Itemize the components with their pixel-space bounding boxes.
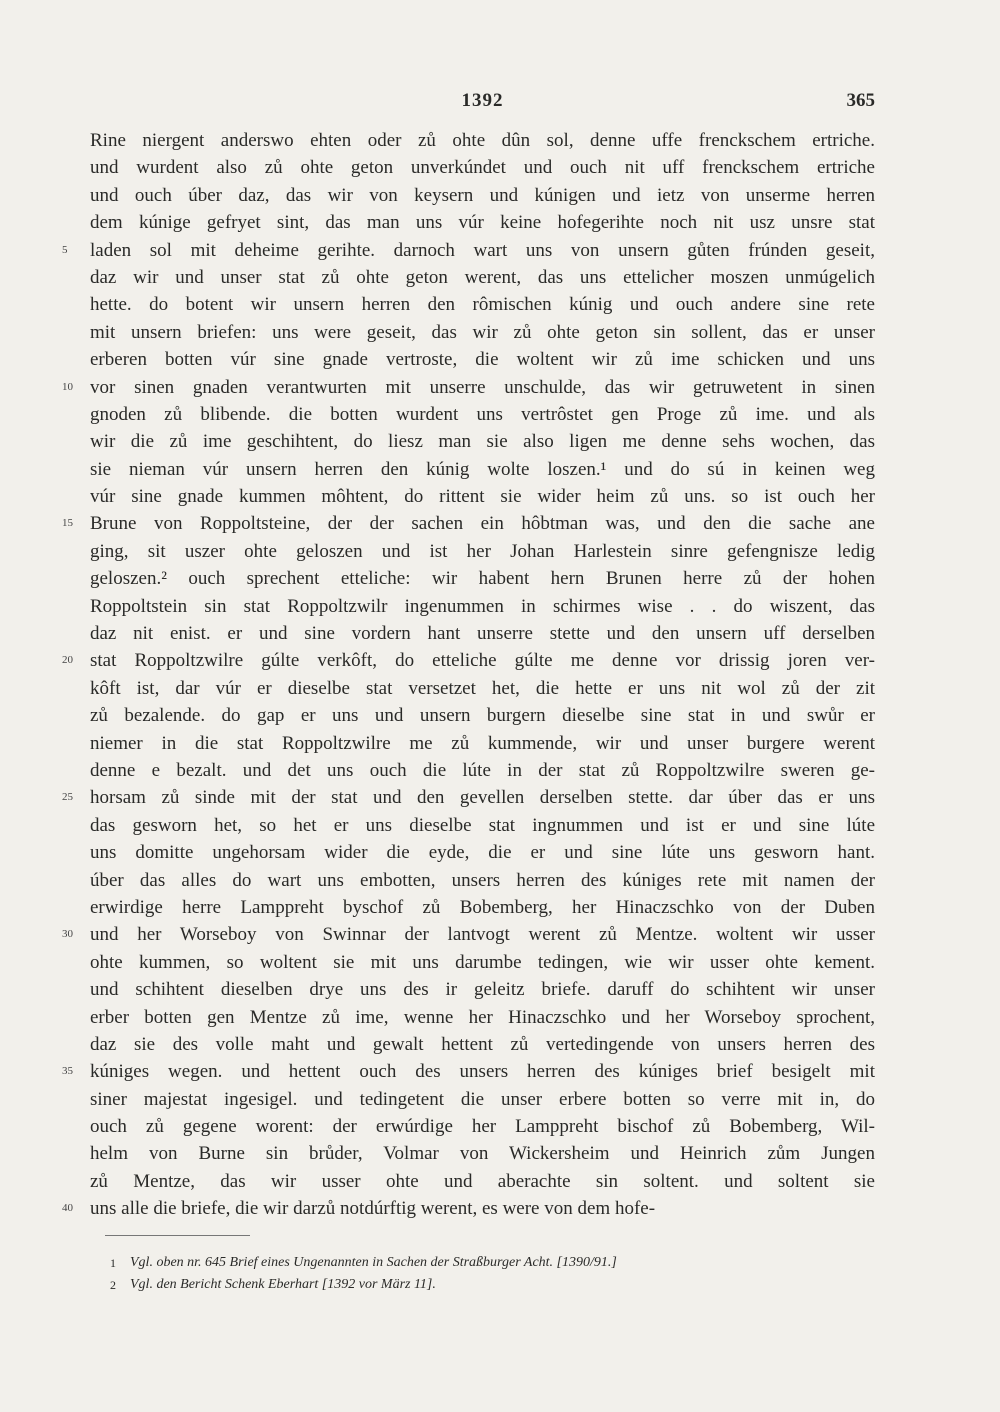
main-text bbox=[62, 127, 875, 1223]
text-line bbox=[90, 319, 875, 346]
line-text: siner majestat ingesigel. und tedingetent die unser erbere botten so verre mit in, do bbox=[90, 1088, 875, 1110]
footnote-number: 1 bbox=[110, 1256, 116, 1270]
line-text: laden sol mit deheime gerihte. darnoch wart uns von unsern gůten frúnden geseit, bbox=[90, 239, 875, 261]
line-text: kúniges wegen. und hettent ouch des unsers herren des kúniges brief besigelt mit bbox=[90, 1061, 875, 1083]
text-line bbox=[62, 374, 875, 401]
text-line bbox=[90, 1140, 875, 1167]
text-line bbox=[90, 812, 875, 839]
footnote-text: Vgl. den Bericht Schenk Eberhart [1392 vor März 11]. bbox=[130, 1277, 436, 1292]
text-line bbox=[90, 538, 875, 565]
line-text: geloszen.² ouch sprechent etteliche: wir habent hern Brunen herre zů der hohen bbox=[90, 568, 875, 590]
text-line bbox=[90, 291, 875, 318]
line-text: vor sinen gnaden verantwurten mit unserre unschulde, das wir getruwetent in sinen bbox=[90, 376, 875, 398]
line-text: erber botten gen Mentze zů ime, wenne her Hinaczschko und her Worseboy sprochent, bbox=[90, 1006, 875, 1028]
text-line bbox=[90, 565, 875, 592]
footnote bbox=[110, 1252, 850, 1274]
text-line bbox=[90, 428, 875, 455]
line-number: 25 bbox=[62, 791, 73, 804]
line-text: sie nieman vúr unsern herren den kúnig wolte loszen.¹ und do sú in keinen weg bbox=[90, 458, 875, 480]
line-number: 40 bbox=[62, 1202, 73, 1215]
line-text: wir die zů ime geschihtent, do liesz man sie also ligen me denne sehs wochen, das bbox=[90, 431, 875, 453]
text-line bbox=[90, 593, 875, 620]
line-text: daz wir und unser stat zů ohte geton werent, das uns ettelicher moszen unmúgelich bbox=[90, 266, 875, 288]
text-line bbox=[90, 894, 875, 921]
line-text: vúr sine gnade kummen môhtent, do rittent sie wider heim zů uns. so ist ouch her bbox=[90, 486, 875, 508]
footnotes bbox=[110, 1252, 850, 1296]
page-number: 365 bbox=[846, 90, 875, 111]
line-text: zů Mentze, das wir usser ohte und aberachte sin soltent. und soltent sie bbox=[90, 1170, 875, 1192]
line-text: gnoden zů blibende. die botten wurdent uns vertrôstet gen Proge zů ime. und als bbox=[90, 403, 875, 425]
line-text: dem kúnige gefryet sint, das man uns vúr keine hofegerihte noch nit usz unsre stat bbox=[90, 212, 875, 234]
text-line bbox=[90, 346, 875, 373]
text-line bbox=[90, 1031, 875, 1058]
text-line bbox=[90, 1086, 875, 1113]
line-text: daz sie des volle maht und gewalt hettent zů vertedingende von unsers herren des bbox=[90, 1033, 875, 1055]
line-text: Roppoltstein sin stat Roppoltzwilr ingenummen in schirmes wise . . do wiszent, das bbox=[90, 595, 875, 617]
line-text: helm von Burne sin brůder, Volmar von Wickersheim und Heinrich zům Jungen bbox=[90, 1143, 875, 1165]
text-line bbox=[90, 456, 875, 483]
text-line bbox=[90, 1004, 875, 1031]
text-line bbox=[90, 209, 875, 236]
line-text: mit unsern briefen: uns were geseit, das wir zů ohte geton sin sollent, das er unser bbox=[90, 321, 875, 343]
text-line bbox=[90, 1113, 875, 1140]
line-text: Rine niergent anderswo ehten oder zů ohte dûn sol, denne uffe frenckschem ertriche. bbox=[90, 130, 875, 151]
line-text: und ouch úber daz, das wir von keysern und kúnigen und ietz von unserme herren bbox=[90, 184, 875, 206]
text-line bbox=[90, 1168, 875, 1195]
text-line bbox=[90, 675, 875, 702]
text-line bbox=[90, 949, 875, 976]
line-text: denne e bezalt. und det uns ouch die lúte in der stat zů Roppoltzwilre sweren ge- bbox=[90, 759, 875, 781]
text-line bbox=[90, 264, 875, 291]
text-line bbox=[90, 867, 875, 894]
line-number: 15 bbox=[62, 517, 73, 530]
line-text: ging, sit uszer ohte geloszen und ist her Johan Harlestein sinre gefengnisze ledig bbox=[90, 540, 875, 562]
line-text: erwirdige herre Lamppreht byschof zů Bobemberg, her Hinaczschko von der Duben bbox=[90, 896, 875, 918]
line-text: stat Roppoltzwilre gúlte verkôft, do etteliche gúlte me denne vor drissig joren ver- bbox=[90, 650, 875, 672]
text-line bbox=[90, 483, 875, 510]
line-text: uns alle die briefe, die wir darzů notdúrftig werent, es were von dem hofe- bbox=[90, 1198, 656, 1220]
line-text: das gesworn het, so het er uns dieselbe stat ingnummen und ist er und sine lúte bbox=[90, 814, 875, 836]
line-text: horsam zů sinde mit der stat und den gevellen derselben stette. dar úber das er uns bbox=[90, 787, 875, 809]
text-line bbox=[90, 127, 875, 154]
line-number: 20 bbox=[62, 654, 73, 667]
line-text: ohte kummen, so woltent sie mit uns darumbe tedingen, wie wir usser ohte kement. bbox=[90, 951, 875, 973]
line-text: daz nit enist. er und sine vordern hant unserre stette und den unsern uff derselben bbox=[90, 623, 875, 645]
footnote-text: Vgl. oben nr. 645 Brief eines Ungenannten in Sachen der Straßburger Acht. [1390/91.] bbox=[130, 1255, 617, 1270]
text-line bbox=[90, 182, 875, 209]
line-text: und schihtent dieselben drye uns des ir geleitz briefe. daruff do schihtent wir unser bbox=[90, 979, 875, 1001]
text-line bbox=[90, 730, 875, 757]
line-text: ouch zů gegene worent: der erwúrdige her Lamppreht bischof zů Bobemberg, Wil- bbox=[90, 1116, 875, 1138]
line-text: hette. do botent wir unsern herren den rômischen kúnig und ouch andere sine rete bbox=[90, 294, 875, 316]
line-number: 5 bbox=[62, 243, 68, 256]
line-text: und wurdent also zů ohte geton unverkúndet und ouch nit uff frenckschem ertriche bbox=[90, 157, 875, 179]
line-text: und her Worseboy von Swinnar der lantvogt werent zů Mentze. woltent wir usser bbox=[90, 924, 875, 946]
text-line bbox=[90, 757, 875, 784]
header-year: 1392 bbox=[461, 90, 504, 111]
line-text: Brune von Roppoltsteine, der der sachen ein hôbtman was, und den die sache ane bbox=[90, 513, 875, 535]
line-text: niemer in die stat Roppoltzwilre me zů kummende, wir und unser burgere werent bbox=[90, 732, 875, 754]
text-line bbox=[62, 237, 875, 264]
footnote bbox=[110, 1274, 850, 1296]
line-number: 35 bbox=[62, 1065, 73, 1078]
text-line bbox=[90, 976, 875, 1003]
line-text: úber das alles do wart uns embotten, unsers herren des kúniges rete mit namen der bbox=[90, 869, 875, 891]
line-text: kôft ist, dar vúr er dieselbe stat versetzet het, die hette er uns nit wol zů der zit bbox=[90, 677, 875, 699]
text-line bbox=[90, 702, 875, 729]
line-number: 30 bbox=[62, 928, 73, 941]
text-line bbox=[62, 510, 875, 537]
text-line bbox=[62, 647, 875, 674]
line-text: zů bezalende. do gap er uns und unsern burgern dieselbe sine stat in und swůr er bbox=[90, 705, 875, 727]
text-line bbox=[90, 620, 875, 647]
text-line bbox=[90, 154, 875, 181]
line-text: uns domitte ungehorsam wider die eyde, die er und sine lúte uns gesworn hant. bbox=[90, 842, 875, 864]
text-line bbox=[62, 1195, 875, 1222]
line-text: erberen botten vúr sine gnade vertroste, die woltent wir zů ime schicken und uns bbox=[90, 349, 875, 371]
page-header bbox=[90, 90, 875, 120]
text-line bbox=[90, 839, 875, 866]
text-line bbox=[90, 401, 875, 428]
footnote-divider bbox=[105, 1235, 250, 1236]
footnote-number: 2 bbox=[110, 1278, 116, 1292]
text-line bbox=[62, 921, 875, 948]
text-line bbox=[62, 784, 875, 811]
line-number: 10 bbox=[62, 380, 73, 393]
text-line bbox=[62, 1058, 875, 1085]
